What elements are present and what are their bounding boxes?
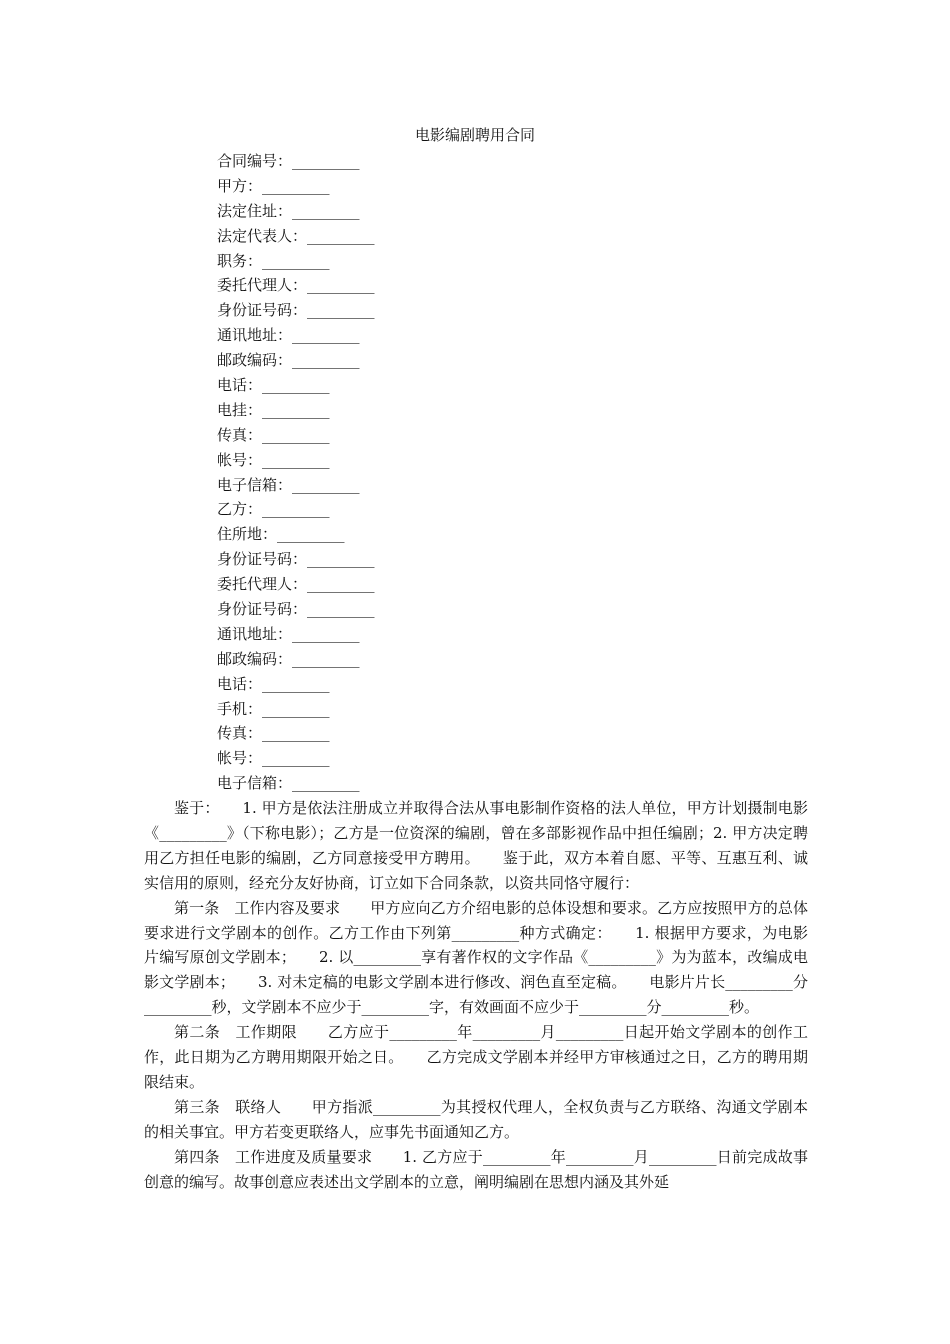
field-party-a: 甲方：_________	[217, 176, 330, 195]
field-email-b: 电子信箱：_________	[217, 774, 360, 793]
field-email-a: 电子信箱：_________	[217, 475, 360, 494]
document-title: 电影编剧聘用合同	[414, 126, 535, 144]
field-phone-b: 电话：_________	[217, 674, 330, 693]
paragraph-article-2: 第二条 工作期限 乙方应于_________年_________月_________日起开始文学剧本的创作工作，此日期为乙方聘用期限开始之日。 乙方完成文学剧本并经甲方审核通过之日，乙方的聘用期限结束。	[144, 1023, 808, 1091]
field-contract-number: 合同编号：_________	[217, 152, 360, 170]
paragraph-article-4: 第四条 工作进度及质量要求 1. 乙方应于_________年_________月_________日前完成故事创意的编写。故事创意应表述出文学剧本的立意，阐明编剧在思想内涵及其外延	[144, 1147, 808, 1191]
contract-body	[144, 796, 808, 1195]
field-residence-b: 住所地：_________	[217, 525, 345, 544]
field-position: 职务：_________	[217, 251, 330, 270]
field-phone-a: 电话：_________	[217, 376, 330, 395]
field-account-b: 帐号：_________	[217, 749, 330, 768]
field-account-a: 帐号：_________	[217, 450, 330, 469]
field-id-number-a: 身份证号码：_________	[217, 301, 375, 320]
field-postal-code-a: 邮政编码：_________	[217, 351, 360, 370]
paragraph-whereas: 鉴于： 1. 甲方是依法注册成立并取得合法从事电影制作资格的法人单位，甲方计划摄制电影《_________》（下称电影）；乙方是一位资深的编剧，曾在多部影视作品中担任编剧；2. 甲方决定聘用乙方担任电影的编剧，乙方同意接受甲方聘用。 鉴于此，双方本着自愿、平等、互惠互利、诚实信用的原则，经充分友好协商，订立如下合同条款，以资共同恪守履行：	[144, 799, 808, 892]
field-telegraph-a: 电挂：_________	[217, 400, 330, 419]
paragraph-article-1: 第一条 工作内容及要求 甲方应向乙方介绍电影的总体设想和要求。乙方应按照甲方的总体要求进行文学剧本的创作。乙方工作由下列第_________种方式确定： 1. 根据甲方要求，为电影片编写原创文学剧本； 2. 以_________享有著作权的文字作品《_________》为为蓝本，改编成电影文学剧本； 3. 对未定稿的电影文学剧本进行修改、润色直至定稿。 电影片片长_________分_________秒，文学剧本不应少于_________字，有效画面不应少于_________分_________秒。	[144, 898, 808, 1017]
field-mobile-b: 手机：_________	[217, 699, 330, 718]
field-id-number-b: 身份证号码：_________	[217, 550, 375, 569]
field-mailing-address-a: 通讯地址：_________	[217, 326, 360, 345]
field-legal-address: 法定住址：_________	[217, 201, 360, 220]
field-legal-representative: 法定代表人：_________	[217, 226, 375, 245]
field-agent-id-number-b: 身份证号码：_________	[217, 600, 375, 619]
field-agent-b: 委托代理人：_________	[217, 575, 375, 594]
paragraph-article-3: 第三条 联络人 甲方指派_________为其授权代理人，全权负责与乙方联络、沟通文学剧本的相关事宜。甲方若变更联络人，应事先书面通知乙方。	[144, 1097, 808, 1141]
party-info-fields	[217, 149, 375, 796]
field-fax-b: 传真：_________	[217, 724, 330, 743]
field-agent-a: 委托代理人：_________	[217, 276, 375, 295]
field-mailing-address-b: 通讯地址：_________	[217, 624, 360, 643]
field-party-b: 乙方：_________	[217, 500, 330, 519]
field-fax-a: 传真：_________	[217, 425, 330, 444]
field-postal-code-b: 邮政编码：_________	[217, 649, 360, 668]
